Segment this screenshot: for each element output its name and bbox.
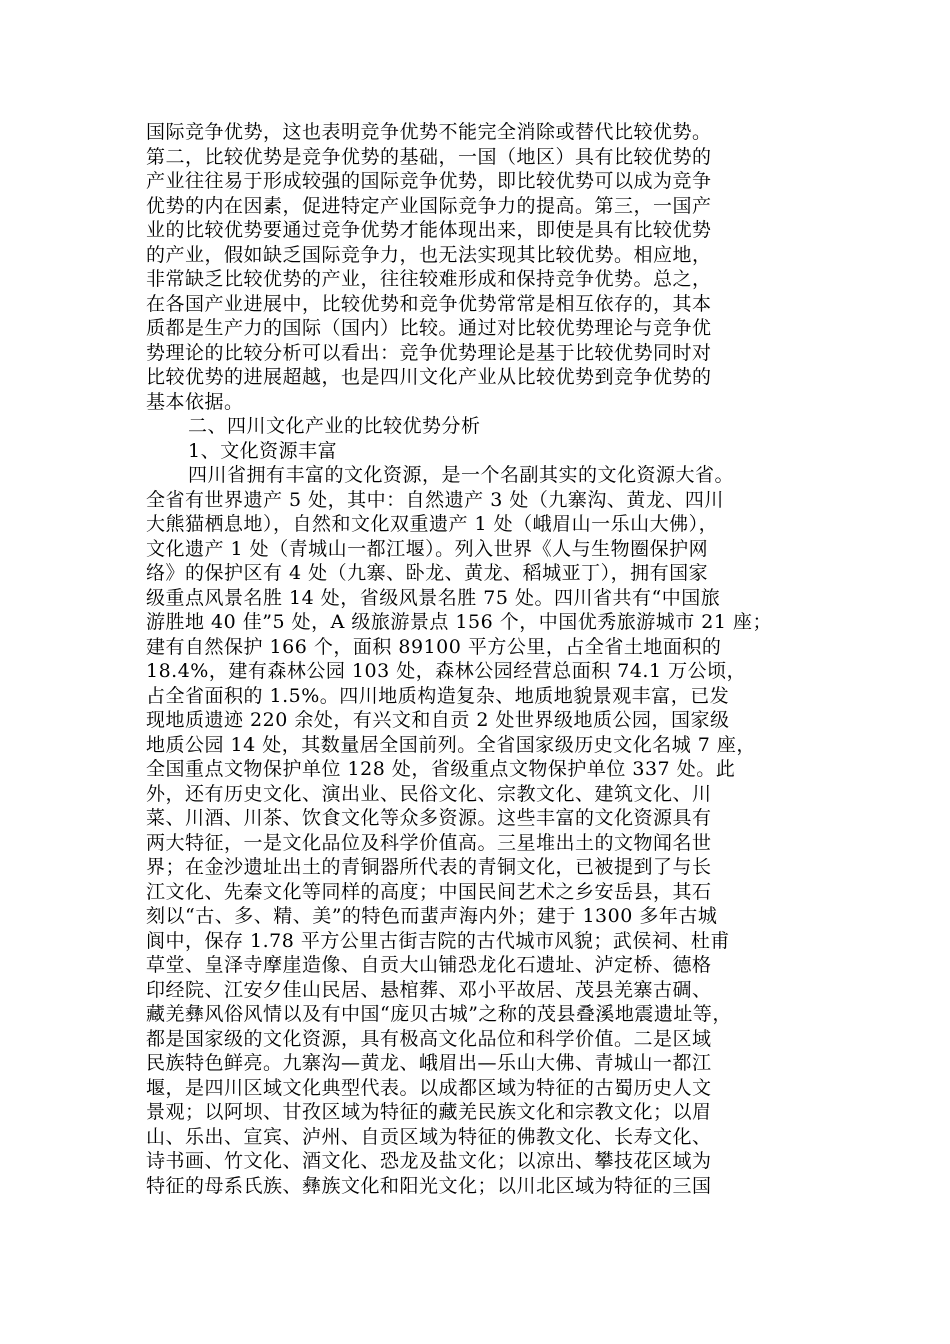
text-line: 优势的内在因素，促进特定产业国际竞争力的提高。第三，一国产 <box>146 194 712 217</box>
text-line: 界；在金沙遗址出土的青铜器所代表的青铜文化，已被提到了与长 <box>146 856 712 878</box>
text-line: 藏羌彝风俗风情以及有中国“庞贝古城”之称的茂县叠溪地震遗址等， <box>146 1003 732 1025</box>
text-line: 全省有世界遗产 5 处，其中：自然遗产 3 处（九寨沟、黄龙、四川 <box>146 488 724 511</box>
text-line: 二、四川文化产业的比较优势分析 <box>188 415 481 437</box>
text-line: 在各国产业进展中，比较优势和竞争优势常常是相互依存的，其本 <box>146 292 712 315</box>
document-body <box>146 120 818 1198</box>
text-line: 势理论的比较分析可以看出：竞争优势理论是基于比较优势同时对 <box>146 341 712 364</box>
text-line: 外，还有历史文化、演出业、民俗文化、宗教文化、建筑文化、川 <box>146 782 712 805</box>
text-line: 非常缺乏比较优势的产业，往往较难形成和保持竞争优势。总之， <box>146 268 712 290</box>
text-line: 的产业，假如缺乏国际竞争力，也无法实现其比较优势。相应地， <box>146 243 712 266</box>
text-line: 级重点风景名胜 14 处，省级风景名胜 75 处。四川省共有“中国旅 <box>146 586 721 609</box>
text-line: 占全省面积的 1.5%。四川地质构造复杂、地质地貌景观丰富，已发 <box>146 684 730 707</box>
text-line: 民族特色鲜亮。九寨沟—黄龙、峨眉出—乐山大佛、青城山一都江 <box>146 1052 712 1074</box>
text-line: 第二，比较优势是竞争优势的基础，一国（地区）具有比较优势的 <box>146 145 712 168</box>
text-line: 菜、川酒、川茶、饮食文化等众多资源。这些丰富的文化资源具有 <box>146 807 712 829</box>
text-line: 18.4%，建有森林公园 103 处，森林公园经营总面积 74.1 万公顷， <box>146 660 747 682</box>
text-line: 草堂、皇泽寺摩崖造像、自贡大山铺恐龙化石遗址、泸定桥、德格 <box>146 954 712 976</box>
text-line: 两大特征，一是文化品位及科学价值高。三星堆出土的文物闻名世 <box>146 831 712 854</box>
text-line: 全国重点文物保护单位 128 处，省级重点文物保护单位 337 处。此 <box>146 758 736 780</box>
text-line: 堰，是四川区域文化典型代表。以成都区域为特征的古蜀历史人文 <box>146 1076 712 1099</box>
text-line: 游胜地 40 佳”5 处，A 级旅游景点 156 个，中国优秀旅游城市 21 座； <box>146 611 772 633</box>
text-line: 诗书画、竹文化、酒文化、恐龙及盐文化；以凉出、攀技花区域为 <box>146 1150 712 1172</box>
text-line: 基本依据。 <box>146 390 244 413</box>
text-line: 刻以“古、多、精、美”的特色而蜚声海内外；建于 1300 多年古城 <box>146 905 718 927</box>
text-line: 业的比较优势要通过竞争优势才能体现出来，即使是具有比较优势 <box>146 219 712 241</box>
text-line: 比较优势的进展超越，也是四川文化产业从比较优势到竞争优势的 <box>146 366 712 388</box>
text-line: 都是国家级的文化资源，具有极高文化品位和科学价值。二是区域 <box>146 1027 712 1050</box>
text-line: 山、乐出、宣宾、泸州、自贡区域为特征的佛教文化、长寿文化、 <box>146 1125 712 1148</box>
text-line: 景观；以阿坝、甘孜区域为特征的藏羌民族文化和宗教文化；以眉 <box>146 1101 712 1123</box>
text-line: 地质公园 14 处，其数量居全国前列。全省国家级历史文化名城 7 座， <box>146 733 756 756</box>
text-line: 络》的保护区有 4 处（九寨、卧龙、黄龙、稻城亚丁），拥有国家 <box>146 562 709 584</box>
text-line: 大熊猫栖息地），自然和文化双重遗产 1 处（峨眉山一乐山大佛）， <box>146 513 719 535</box>
text-line: 阆中，保存 1.78 平方公里古街吉院的古代城市风貌；武侯祠、杜甫 <box>146 929 730 952</box>
text-line: 印经院、江安夕佳山民居、悬棺葬、邓小平故居、茂县羌寨古碉、 <box>146 978 712 1001</box>
text-line: 产业往往易于形成较强的国际竞争优势，即比较优势可以成为竞争 <box>146 170 712 192</box>
text-line: 国际竞争优势，这也表明竞争优势不能完全消除或替代比较优势。 <box>146 121 712 143</box>
text-line: 质都是生产力的国际（国内）比较。通过对比较优势理论与竞争优 <box>146 317 712 339</box>
text-line: 江文化、先秦文化等同样的高度；中国民间艺术之乡安岳县，其石 <box>146 880 712 903</box>
text-line: 1、文化资源丰富 <box>188 439 338 462</box>
text-line: 建有自然保护 166 个，面积 89100 平方公里，占全省土地面积的 <box>146 635 722 658</box>
text-line: 特征的母系氏族、彝族文化和阳光文化；以川北区域为特征的三国 <box>146 1174 712 1197</box>
text-line: 文化遗产 1 处（青城山一都江堰）。列入世界《人与生物圈保护网 <box>146 537 709 560</box>
text-line: 四川省拥有丰富的文化资源，是一个名副其实的文化资源大省。 <box>188 464 735 486</box>
text-line: 现地质遗迹 220 余处，有兴文和自贡 2 处世界级地质公园，国家级 <box>146 709 730 731</box>
